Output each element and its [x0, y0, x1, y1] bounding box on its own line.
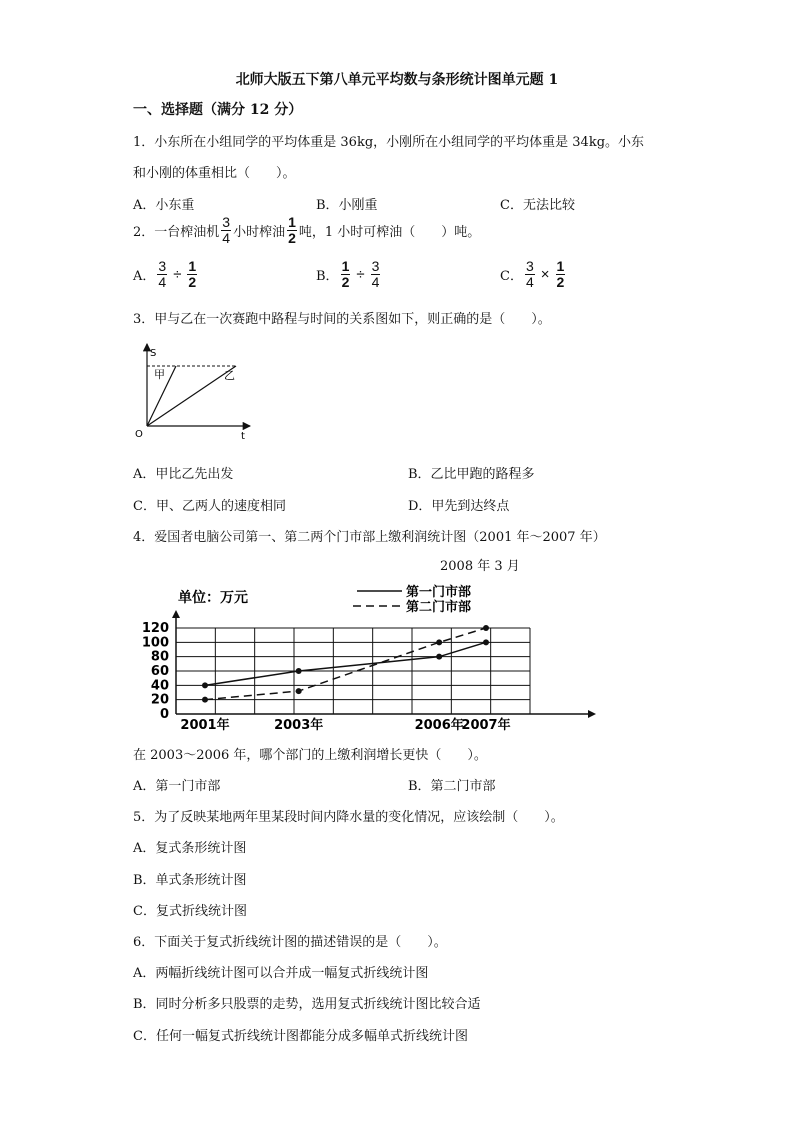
- q2-text-part1: 2．一台榨油机: [133, 225, 220, 240]
- y-tick-label: 20: [150, 692, 169, 708]
- chart-labels: [142, 621, 511, 733]
- q3-text: 3．甲与乙在一次赛跑中路程与时间的关系图如下，则正确的是（ ）。: [133, 312, 551, 327]
- q2-text: [133, 215, 480, 246]
- chart-series: [202, 625, 489, 703]
- y-tick-label: 100: [141, 635, 169, 651]
- q2-c-frac1-num: 3: [525, 258, 534, 274]
- series-1-point: [202, 682, 208, 688]
- q2-f2-denominator: 2: [288, 230, 296, 246]
- q2-b-frac1-den: 2: [341, 274, 350, 290]
- q2-f1-numerator: 3: [222, 214, 231, 230]
- q2-b-frac2-den: 4: [371, 274, 380, 290]
- q2-c-frac2-num: 1: [556, 258, 565, 274]
- q4-option-b[interactable]: B．第二门市部: [408, 779, 496, 794]
- q2-fraction-tons: [287, 215, 297, 246]
- q2-a-frac1: [157, 259, 167, 290]
- q4-option-a[interactable]: A．第一门市部: [133, 779, 221, 794]
- q1-text-line1: 1．小东所在小组同学的平均体重是 36kg，小刚所在小组同学的平均体重是 34kg。小东: [133, 135, 645, 150]
- label-yi: 乙: [224, 369, 235, 382]
- q2-b-label: B．: [316, 269, 339, 284]
- y-tick-label: 80: [150, 649, 169, 665]
- x-axis-arrow: [588, 710, 596, 718]
- q5-text: 5．为了反映某地两年里某段时间内降水量的变化情况，应该绘制（ ）。: [133, 810, 564, 825]
- section-heading: 一、选择题（满分 12 分）: [133, 102, 303, 118]
- x-tick-label: 2001年: [180, 718, 230, 733]
- q2-a-label: A．: [133, 269, 156, 284]
- q2-b-frac1: [341, 259, 351, 290]
- multiply-operator: ×: [540, 266, 550, 283]
- x-tick-label: 2003年: [274, 718, 324, 733]
- q2-c-frac1-den: 4: [525, 274, 534, 290]
- q4-chart-date: 2008 年 3 月: [440, 559, 520, 574]
- q3-distance-time-graph: [130, 338, 260, 443]
- series-1-point: [483, 639, 489, 645]
- q2-a-frac1-den: 4: [158, 274, 167, 290]
- series-2-point: [296, 688, 302, 694]
- series-1-point: [296, 668, 302, 674]
- x-axis-label: t: [241, 431, 245, 442]
- q2-text-part3: 吨，1 小时可榨油（ ）吨。: [298, 225, 481, 240]
- q3-option-c[interactable]: C．甲、乙两人的速度相同: [133, 499, 286, 514]
- x-tick-label: 2006年: [414, 718, 464, 733]
- q2-c-frac2-den: 2: [556, 274, 565, 290]
- q1-option-a[interactable]: A．小东重: [133, 198, 195, 213]
- q2-option-a[interactable]: [133, 259, 199, 290]
- q5-option-a[interactable]: A．复式条形统计图: [133, 841, 247, 856]
- series-line-1: [205, 642, 486, 685]
- q4-question: 在 2003～2006 年，哪个部门的上缴利润增长更快（ ）。: [133, 748, 487, 763]
- q2-option-b[interactable]: [316, 259, 382, 290]
- q3-option-d[interactable]: D．甲先到达终点: [408, 499, 510, 514]
- q2-f1-denominator: 4: [222, 230, 231, 246]
- series-2-point: [436, 639, 442, 645]
- y-tick-label: 60: [150, 664, 169, 679]
- y-tick-label: 120: [141, 621, 169, 636]
- q6-option-a[interactable]: A．两幅折线统计图可以合并成一幅复式折线统计图: [133, 966, 429, 981]
- q2-a-frac1-num: 3: [158, 258, 167, 274]
- y-axis-arrow: [172, 610, 180, 618]
- page-title: 北师大版五下第八单元平均数与条形统计图单元题 1: [235, 72, 559, 88]
- q2-option-c[interactable]: [500, 259, 567, 290]
- q1-option-b[interactable]: B．小刚重: [316, 198, 378, 213]
- q2-b-frac2: [371, 259, 381, 290]
- q2-c-frac1: [525, 259, 535, 290]
- chart-unit-label: 单位：万元: [178, 590, 248, 606]
- q6-text: 6．下面关于复式折线统计图的描述错误的是（ ）。: [133, 935, 447, 950]
- x-tick-label: 2007年: [461, 718, 511, 733]
- q3-option-a[interactable]: A．甲比乙先出发: [133, 467, 234, 482]
- y-tick-label: 0: [159, 707, 169, 722]
- q2-fraction-hours: [221, 215, 231, 246]
- y-axis-label: S: [150, 348, 157, 359]
- chart-grid: [176, 628, 530, 714]
- series-2-point: [483, 625, 489, 631]
- q2-b-frac2-num: 3: [371, 258, 380, 274]
- label-jia: 甲: [154, 368, 165, 381]
- q5-option-b[interactable]: B．单式条形统计图: [133, 873, 247, 888]
- legend-series-1: 第一门市部: [406, 585, 472, 600]
- q2-b-frac1-num: 1: [341, 258, 350, 274]
- q2-text-part2: 小时榨油: [233, 225, 286, 240]
- y-tick-label: 40: [150, 678, 169, 694]
- series-2-point: [202, 697, 208, 703]
- q6-option-b[interactable]: B．同时分析多只股票的走势，选用复式折线统计图比较合适: [133, 997, 481, 1012]
- divide-operator: ÷: [356, 266, 365, 283]
- series-1-point: [436, 654, 442, 660]
- q2-a-frac2-den: 2: [188, 274, 197, 290]
- q3-option-b[interactable]: B．乙比甲跑的路程多: [408, 467, 535, 482]
- q2-a-frac2: [187, 259, 197, 290]
- q2-f2-numerator: 1: [288, 214, 296, 230]
- q2-a-frac2-num: 1: [188, 258, 197, 274]
- chart-axes: [172, 610, 596, 718]
- q2-c-frac2: [556, 259, 566, 290]
- q4-text: 4．爱国者电脑公司第一、第二两个门市部上缴利润统计图（2001 年～2007 年）: [133, 530, 606, 545]
- q5-option-c[interactable]: C．复式折线统计图: [133, 904, 247, 919]
- divide-operator: ÷: [173, 266, 182, 283]
- q2-c-label: C．: [500, 269, 523, 284]
- legend-series-2: 第二门市部: [406, 600, 472, 615]
- profit-line-chart: [140, 578, 605, 733]
- q6-option-c[interactable]: C．任何一幅复式折线统计图都能分成多幅单式折线统计图: [133, 1029, 468, 1044]
- series-line-2: [205, 628, 486, 700]
- q1-text-line2: 和小刚的体重相比（ ）。: [133, 166, 296, 181]
- origin-label: O: [135, 429, 143, 440]
- q1-option-c[interactable]: C．无法比较: [500, 198, 575, 213]
